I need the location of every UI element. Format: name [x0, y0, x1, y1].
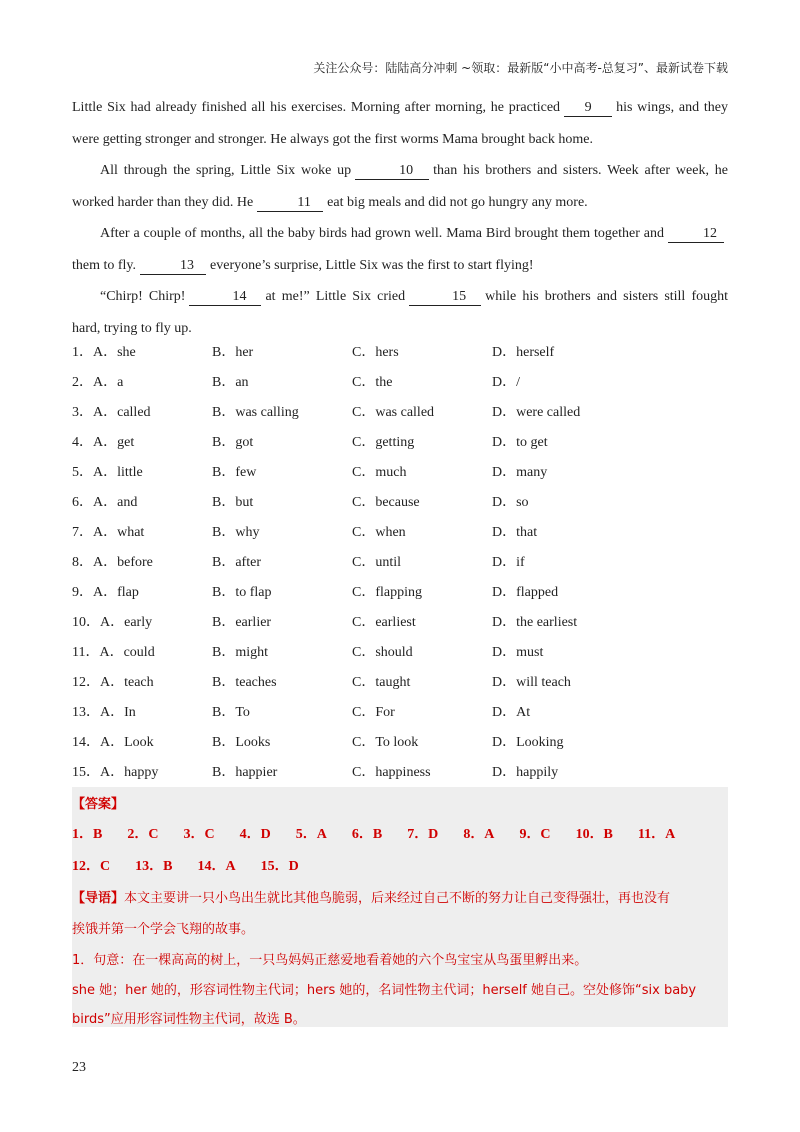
- option-d: D．will teach: [492, 675, 571, 690]
- passage-text: than his brothers and sisters. Week after week, he worked harder than they did. He: [72, 163, 728, 210]
- option-d: D．flapped: [492, 585, 559, 600]
- option-a: 8．A．before: [72, 555, 153, 570]
- option-row-4: [72, 428, 728, 458]
- option-b: B．teaches: [212, 675, 277, 690]
- guide-label: 【导语】: [72, 891, 125, 906]
- option-d: D．many: [492, 465, 548, 480]
- passage: [72, 92, 728, 344]
- option-c: C．getting: [352, 435, 415, 450]
- option-d: D．happily: [492, 765, 559, 780]
- guide-text: 本文主要讲一只小鸟出生就比其他鸟脆弱，后来经过自己不断的努力让自己变得强壮，再也没有: [124, 891, 671, 906]
- answer-item: 4．D: [239, 827, 271, 842]
- option-c: C．earliest: [352, 615, 416, 630]
- answer-item: 1．B: [72, 827, 103, 842]
- answer-item: 8．A: [463, 827, 495, 842]
- option-d: D．were called: [492, 405, 581, 420]
- option-d: D．so: [492, 495, 529, 510]
- option-row-3: [72, 398, 728, 428]
- passage-text: while his brothers and sisters still fought hard, trying to fly up.: [72, 289, 729, 336]
- option-b: B．an: [212, 375, 249, 390]
- answer-item: 5．A: [295, 827, 327, 842]
- answer-item: 7．D: [407, 827, 439, 842]
- guide-line-2: 挨饿并第一个学会飞翔的故事。: [72, 922, 255, 937]
- option-d: D．to get: [492, 435, 548, 450]
- option-a: 15．A．happy: [72, 765, 159, 780]
- option-row-10: [72, 608, 728, 638]
- option-c: C．should: [352, 645, 413, 660]
- option-b: B．why: [212, 525, 260, 540]
- option-c: C．flapping: [352, 585, 422, 600]
- explanation-q1: 1．句意：在一棵高高的树上，一只鸟妈妈正慈爱地看着她的六个鸟宝宝从鸟蛋里孵出来。: [72, 953, 588, 968]
- option-row-5: [72, 458, 728, 488]
- option-a: 14．A．Look: [72, 735, 154, 750]
- option-a: 3．A．called: [72, 405, 151, 420]
- passage-text: “Chirp! Chirp!: [100, 289, 186, 304]
- option-b: B．to flap: [212, 585, 272, 600]
- passage-text: Little Six had already finished all his exercises. Morning after morning, he practiced: [72, 100, 561, 115]
- passage-text: at me!” Little Six cried: [265, 289, 406, 304]
- blank-14: 14: [189, 289, 261, 306]
- answer-row-1: [72, 823, 700, 843]
- option-a: 12．A．teach: [72, 675, 154, 690]
- option-c: C．To look: [352, 735, 419, 750]
- option-row-1: [72, 338, 728, 368]
- option-d: D．the earliest: [492, 615, 578, 630]
- explanation-q1-detail-2: birds”应用形容词性物主代词，故选 B。: [72, 1012, 306, 1027]
- option-d: D．must: [492, 645, 544, 660]
- option-row-13: [72, 698, 728, 728]
- explanation-q1-detail-1: she 她；her 她的，形容词性物主代词；hers 她的，名词性物主代词；herself 她自己。空处修饰“six baby: [72, 983, 697, 998]
- answer-item: 3．C: [183, 827, 215, 842]
- option-b: B．earlier: [212, 615, 272, 630]
- blank-12: 12: [668, 226, 724, 243]
- passage-text: them to fly.: [72, 257, 137, 273]
- blank-11: 11: [257, 195, 323, 212]
- option-b: B．To: [212, 705, 250, 720]
- page-number: 23: [72, 1060, 86, 1075]
- option-a: 5．A．little: [72, 465, 143, 480]
- option-a: 4．A．get: [72, 435, 135, 450]
- answer-row-2: [72, 855, 324, 875]
- option-c: C．was called: [352, 405, 435, 420]
- blank-9: 9: [564, 100, 612, 117]
- option-c: C．taught: [352, 675, 411, 690]
- option-c: C．happiness: [352, 765, 431, 780]
- answer-item: 9．C: [519, 827, 551, 842]
- answer-item: 13．B: [135, 859, 173, 874]
- option-b: B．few: [212, 465, 257, 480]
- answer-item: 15．D: [260, 859, 299, 874]
- passage-text: After a couple of months, all the baby birds had grown well. Mama Bird brought them together and: [100, 226, 664, 241]
- option-d: D．if: [492, 555, 525, 570]
- option-a: 10．A．early: [72, 615, 153, 630]
- answer-item: 12．C: [72, 859, 111, 874]
- option-a: 11．A．could: [72, 645, 155, 660]
- answer-item: 10．B: [575, 827, 613, 842]
- option-a: 13．A．In: [72, 705, 136, 720]
- option-row-7: [72, 518, 728, 548]
- answer-item: 14．A: [197, 859, 236, 874]
- option-d: D．Looking: [492, 735, 564, 750]
- options-list: [72, 338, 728, 788]
- option-d: D．that: [492, 525, 538, 540]
- option-a: 6．A．and: [72, 495, 138, 510]
- blank-15: 15: [409, 289, 481, 306]
- option-a: 7．A．what: [72, 525, 145, 540]
- option-c: C．much: [352, 465, 407, 480]
- option-a: 2．A．a: [72, 375, 124, 390]
- option-b: B．but: [212, 495, 254, 510]
- option-c: C．when: [352, 525, 406, 540]
- option-c: C．because: [352, 495, 420, 510]
- option-b: B．might: [212, 645, 269, 660]
- option-b: B．got: [212, 435, 254, 450]
- option-row-11: [72, 638, 728, 668]
- option-b: B．her: [212, 345, 254, 360]
- option-row-14: [72, 728, 728, 758]
- page-header: 关注公众号：陆陆高分冲刺 ~领取：最新版“小中高考-总复习”、最新试卷下载: [313, 61, 728, 75]
- passage-text: his wings, and they were getting stronger and stronger. He always got the first worms Mama brought back home.: [72, 100, 728, 147]
- option-a: 1．A．she: [72, 345, 136, 360]
- option-d: D．herself: [492, 345, 555, 360]
- passage-text: All through the spring, Little Six woke up: [100, 163, 352, 178]
- passage-text: eat big meals and did not go hungry any more.: [327, 194, 588, 210]
- option-row-8: [72, 548, 728, 578]
- option-c: C．For: [352, 705, 395, 720]
- option-d: D．At: [492, 705, 531, 720]
- answer-section: [72, 787, 728, 1027]
- answer-item: 11．A: [637, 827, 676, 842]
- option-d: D．/: [492, 375, 520, 390]
- option-a: 9．A．flap: [72, 585, 139, 600]
- option-c: C．hers: [352, 345, 399, 360]
- option-row-12: [72, 668, 728, 698]
- option-b: B．was calling: [212, 405, 299, 420]
- option-row-15: [72, 758, 728, 788]
- answer-item: 2．C: [127, 827, 159, 842]
- blank-13: 13: [140, 258, 206, 275]
- answer-title: 【答案】: [72, 797, 125, 812]
- option-b: B．after: [212, 555, 261, 570]
- option-b: B．happier: [212, 765, 278, 780]
- passage-paragraph-1: [72, 92, 728, 155]
- option-row-6: [72, 488, 728, 518]
- option-row-9: [72, 578, 728, 608]
- option-b: B．Looks: [212, 735, 271, 750]
- blank-10: 10: [355, 163, 429, 180]
- option-c: C．the: [352, 375, 393, 390]
- option-c: C．until: [352, 555, 402, 570]
- answer-item: 6．B: [351, 827, 383, 842]
- passage-text: everyone’s surprise, Little Six was the first to start flying!: [210, 257, 534, 273]
- guide-line-1: [72, 887, 670, 906]
- passage-paragraph-3: [72, 218, 728, 281]
- option-row-2: [72, 368, 728, 398]
- passage-paragraph-2: [72, 155, 728, 218]
- passage-paragraph-4: [72, 281, 728, 344]
